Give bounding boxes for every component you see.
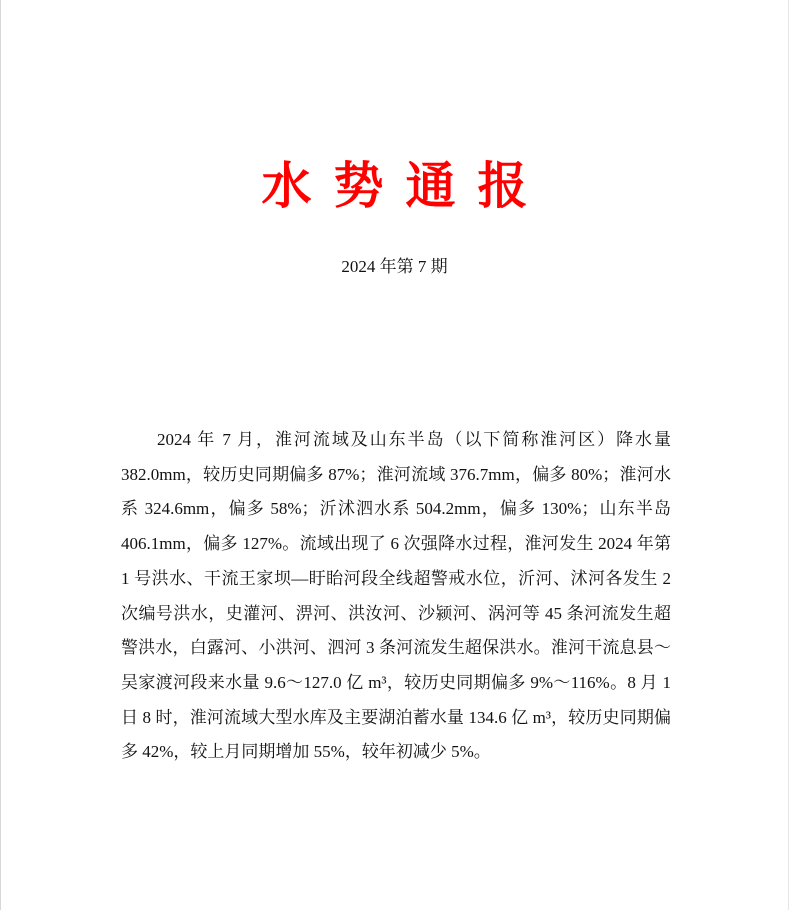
issue-number: 2024 年第 7 期 xyxy=(341,257,448,276)
body-paragraph: 2024 年 7 月，淮河流域及山东半岛（以下简称淮河区）降水量 382.0mm，较历史同期偏多 87%；淮河流域 376.7mm，偏多 80%；淮河水系 324.6mm，偏多 58%；沂沭泗水系 504.2mm，偏多 130%；山东半岛 406.1mm，偏多 127%。流域出现了 6 次强降水过程，淮河发生 2024 年第 1 号洪水、干流王家坝—盱眙河段全线超警戒水位，沂河、沭河各发生 2 次编号洪水，史灌河、淠河、洪汝河、沙颍河、涡河等 45 条河流发生超警洪水，白露河、小洪河、泗河 3 条河流发生超保洪水。淮河干流息县～吴家渡河段来水量 9.6～127.0 亿 m³，较历史同期偏多 9%～116%。8 月 1 日 8 时，淮河流域大型水库及主要湖泊蓄水量 134.6 亿 m³，较历史同期偏多 42%，较上月同期增加 55%，较年初减少 5%。 xyxy=(121,430,671,762)
document-title: 水势通报 xyxy=(261,157,550,215)
